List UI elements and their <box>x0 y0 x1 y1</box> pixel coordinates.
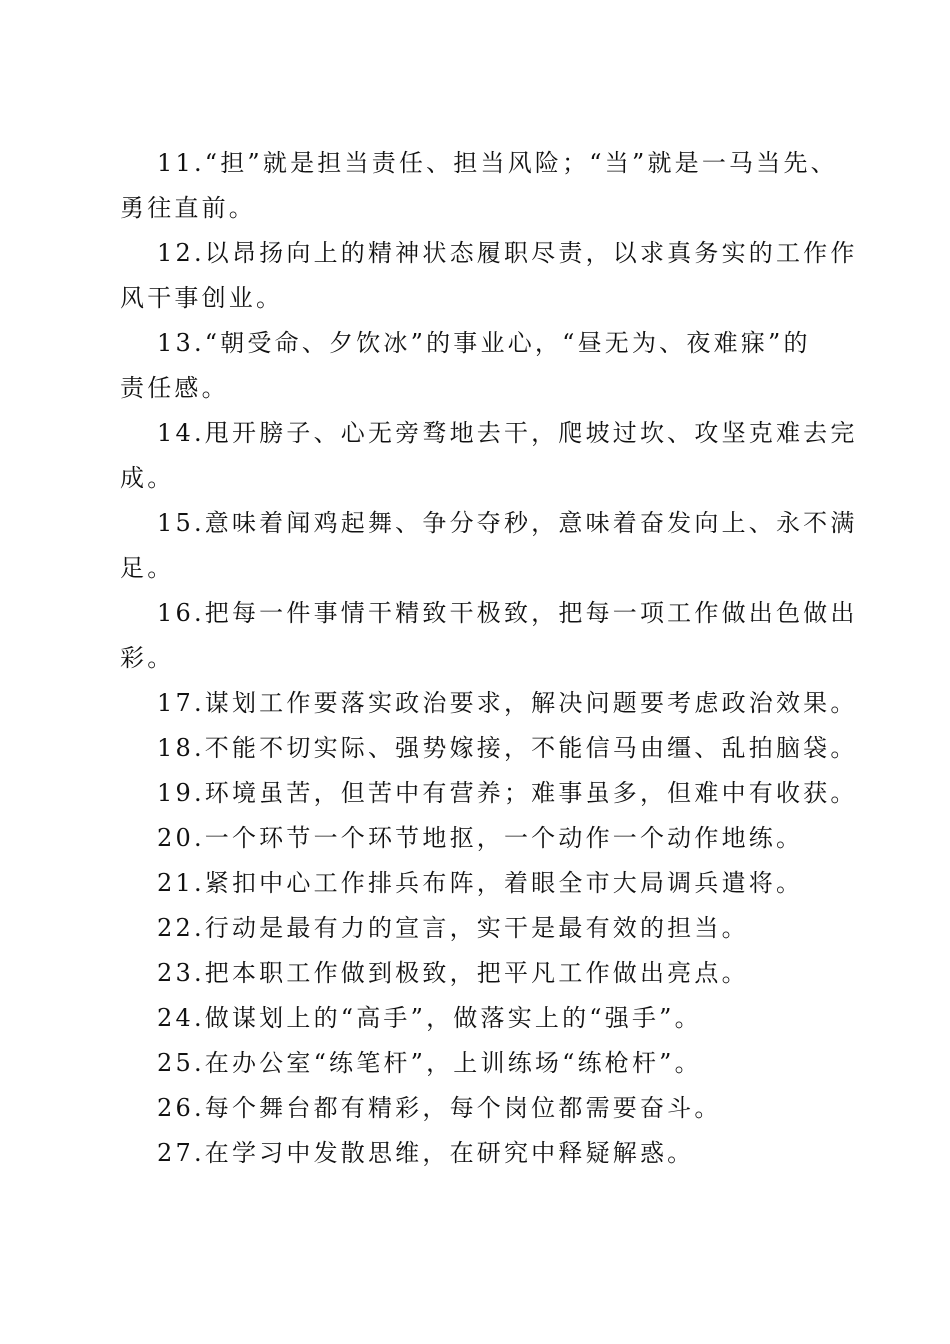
list-item-24 <box>120 996 832 1041</box>
list-item-line: 25.在办公室“练笔杆”，上训练场“练枪杆”。 <box>157 1049 702 1077</box>
list-item-line: 18.不能不切实际、强势嫁接，不能信马由缰、乱拍脑袋。 <box>157 734 858 762</box>
list-item-line: 13.“朝受命、夕饮冰”的事业心，“昼无为、夜难寐”的 <box>157 329 811 357</box>
list-item-16 <box>120 591 858 681</box>
list-item-line: 19.环境虽苦，但苦中有营养；难事虽多，但难中有收获。 <box>157 779 858 807</box>
list-item-line: 26.每个舞台都有精彩，每个岗位都需要奋斗。 <box>157 1094 722 1122</box>
list-item-12 <box>120 231 858 321</box>
list-item-line: 24.做谋划上的“高手”，做落实上的“强手”。 <box>157 1004 702 1032</box>
list-item-18 <box>120 726 858 771</box>
list-item-11 <box>120 141 838 231</box>
list-item-line: 27.在学习中发散思维，在研究中释疑解惑。 <box>157 1139 695 1167</box>
list-item-line: 22.行动是最有力的宣言，实干是最有效的担当。 <box>157 914 749 942</box>
list-item-line: 23.把本职工作做到极致，把平凡工作做出亮点。 <box>157 959 749 987</box>
list-item-line: 成。 <box>120 464 175 492</box>
list-item-15 <box>120 501 858 591</box>
list-item-25 <box>120 1041 832 1086</box>
list-item-line: 21.紧扣中心工作排兵布阵，着眼全市大局调兵遣将。 <box>157 869 804 897</box>
list-item-20 <box>120 816 832 861</box>
list-item-14 <box>120 411 858 501</box>
list-item-line: 足。 <box>120 554 175 582</box>
list-item-21 <box>120 861 832 906</box>
list-item-line: 17.谋划工作要落实政治要求，解决问题要考虑政治效果。 <box>157 689 858 717</box>
list-item-line: 11.“担”就是担当责任、担当风险；“当”就是一马当先、 <box>157 149 838 177</box>
list-item-line: 责任感。 <box>120 374 229 402</box>
list-item-line: 20.一个环节一个环节地抠，一个动作一个动作地练。 <box>157 824 804 852</box>
list-item-22 <box>120 906 832 951</box>
list-item-line: 彩。 <box>120 644 175 672</box>
list-item-line: 16.把每一件事情干精致干极致，把每一项工作做出色做出 <box>157 599 858 627</box>
list-item-17 <box>120 681 858 726</box>
list-item-26 <box>120 1086 832 1131</box>
list-item-13 <box>120 321 832 411</box>
list-item-line: 12.以昂扬向上的精神状态履职尽责，以求真务实的工作作 <box>157 239 858 267</box>
document-body <box>120 141 858 1176</box>
list-item-line: 勇往直前。 <box>120 194 256 222</box>
list-item-23 <box>120 951 832 996</box>
list-item-line: 风干事创业。 <box>120 284 284 312</box>
list-item-line: 15.意味着闻鸡起舞、争分夺秒，意味着奋发向上、永不满 <box>157 509 858 537</box>
list-item-line: 14.甩开膀子、心无旁骛地去干，爬坡过坎、攻坚克难去完 <box>157 419 858 447</box>
list-item-19 <box>120 771 858 816</box>
list-item-27 <box>120 1131 832 1176</box>
